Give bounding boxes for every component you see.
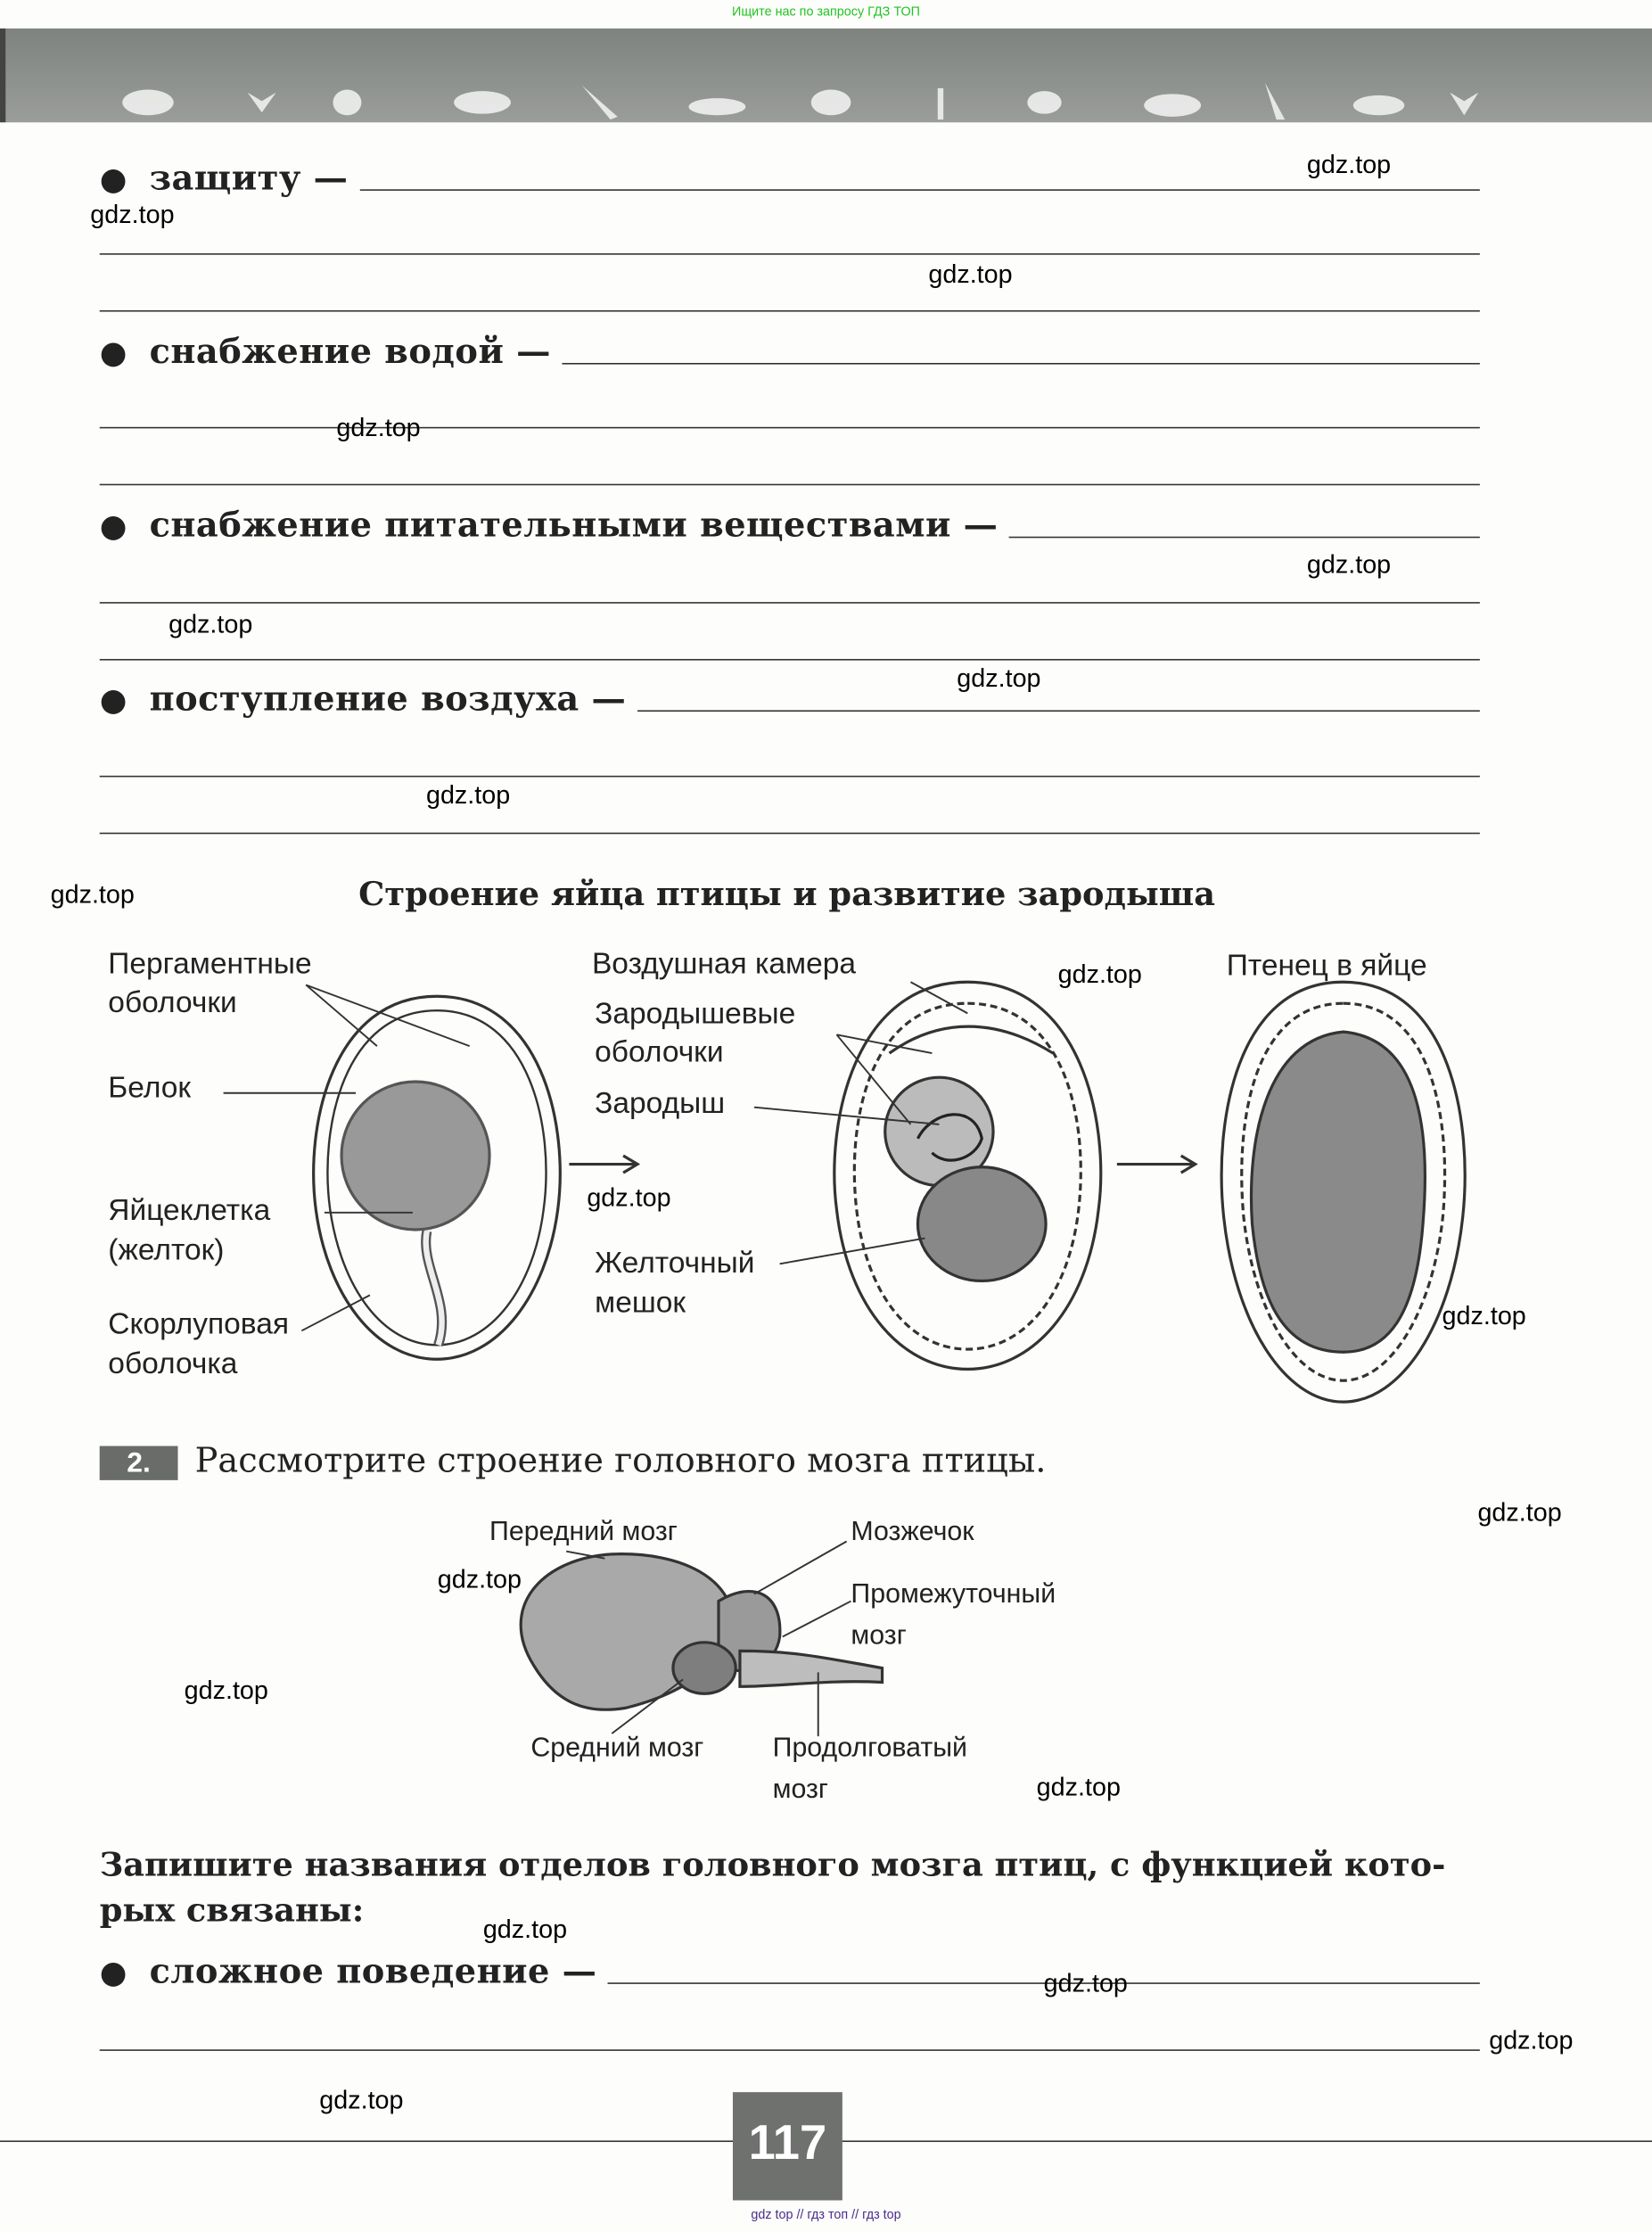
watermark: gdz.top — [1043, 1969, 1128, 1998]
figure-title: Строение яйца птицы и развитие зародыша — [358, 875, 1216, 914]
watermark: gdz.top — [928, 259, 1013, 289]
watermark: gdz.top — [587, 1183, 671, 1213]
label-medulla: мозг — [772, 1775, 828, 1805]
label-germ-membranes: Зародышевые — [595, 997, 796, 1031]
bullet-icon: ● — [99, 334, 127, 372]
watermark: gdz.top — [1477, 1497, 1562, 1527]
label-diencephalon: мозг — [851, 1620, 907, 1651]
footer-links: gdz top // гдз топ // гдз top — [751, 2207, 901, 2222]
instruction-line-1: Запишите названия отделов головного мозга птиц, с функцией кото- — [99, 1846, 1446, 1885]
bullet-label: снабжение водой — — [149, 330, 551, 372]
instruction-line-2: рых связаны: — [99, 1891, 365, 1931]
label-medulla: Продолговатый — [772, 1733, 967, 1764]
answer-line[interactable] — [100, 2049, 1480, 2051]
watermark: gdz.top — [336, 413, 421, 442]
label-germ-membranes: оболочки — [595, 1035, 724, 1069]
search-note: Ищите нас по запросу ГДЗ ТОП — [732, 4, 920, 19]
bullet-label: защиту — — [149, 156, 349, 198]
task-2-text: Рассмотрите строение головного мозга птицы. — [194, 1440, 1047, 1480]
watermark: gdz.top — [957, 663, 1041, 693]
label-parchment: Пергаментные — [108, 947, 312, 981]
label-diencephalon: Промежуточный — [851, 1579, 1056, 1610]
label-embryo: Зародыш — [595, 1087, 726, 1121]
watermark: gdz.top — [1442, 1301, 1526, 1330]
label-parchment: оболочки — [108, 986, 237, 1019]
watermark: gdz.top — [90, 200, 175, 229]
watermark: gdz.top — [437, 1564, 522, 1594]
watermark: gdz.top — [319, 2085, 404, 2114]
label-ovum: Яйцеклетка — [108, 1194, 271, 1227]
watermark: gdz.top — [184, 1676, 268, 1705]
watermark: gdz.top — [1306, 549, 1392, 579]
label-chick: Птенец в яйце — [1226, 949, 1427, 983]
bullet-icon: ● — [99, 161, 127, 198]
bullet-icon: ● — [99, 507, 127, 546]
label-shell: оболочка — [108, 1347, 238, 1381]
bullet-label: сложное поведение — — [149, 1949, 597, 1991]
watermark: gdz.top — [168, 609, 253, 638]
watermark: gdz.top — [425, 780, 511, 810]
page-number: 117 — [733, 2092, 842, 2200]
label-midbrain: Средний мозг — [530, 1733, 704, 1764]
label-cerebellum: Мозжечок — [851, 1517, 974, 1547]
task-number-badge: 2. — [100, 1446, 178, 1480]
label-yolk-sac: Желточный — [595, 1247, 755, 1280]
label-albumen: Белок — [108, 1071, 192, 1105]
label-ovum: (желток) — [108, 1233, 225, 1267]
watermark: gdz.top — [1306, 150, 1392, 179]
bullet-complex-behavior — [100, 1950, 1480, 1991]
watermark: gdz.top — [50, 880, 135, 910]
watermark: gdz.top — [482, 1915, 568, 1944]
watermark: gdz.top — [1057, 960, 1142, 989]
bullet-label: поступление воздуха — — [149, 677, 627, 720]
label-yolk-sac: мешок — [595, 1286, 686, 1320]
watermark: gdz.top — [1489, 2025, 1574, 2055]
label-shell: Скорлуповая — [108, 1307, 290, 1341]
watermark: gdz.top — [1036, 1772, 1121, 1801]
bullet-icon: ● — [99, 681, 127, 720]
label-forebrain: Передний мозг — [489, 1517, 678, 1547]
bullet-icon: ● — [99, 1954, 127, 1991]
label-air-chamber: Воздушная камера — [591, 947, 857, 981]
bullet-label: снабжение питательными веществами — — [149, 503, 999, 546]
